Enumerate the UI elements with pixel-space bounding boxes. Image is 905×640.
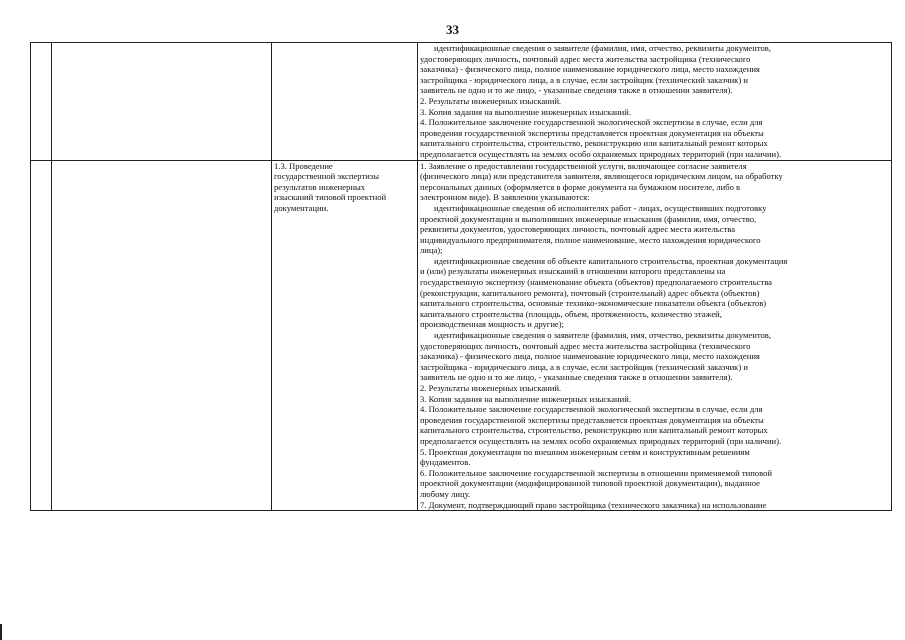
document-text-line: проектной документации (модифицированной типовой проектной документации), выданное (420, 478, 760, 489)
document-text-line: 4. Положительное заключение государственной экологической экспертизы в случае, если для (420, 404, 763, 415)
document-text-line: 1. Заявление о предоставлении государственной услуги, включающее согласие заявителя (420, 160, 747, 171)
document-text-line: проведения государственной экспертизы представляется проектная документация на объекты (420, 127, 764, 138)
empty-cell (52, 160, 272, 511)
service-title-line: государственной экспертизы (274, 171, 379, 182)
service-title-line: документации. (274, 202, 329, 213)
service-title-line: 1.3. Проведение (274, 160, 333, 171)
document-text-line: 5. Проектная документация по внешним инженерным сетям и конструктивным решениям (420, 446, 750, 457)
document-text-line: 3. Копия задания на выполнение инженерных изысканий. (420, 106, 631, 117)
document-text-line: реквизиты документов, удостоверяющих личность, почтовый адрес места жительства (420, 224, 736, 235)
document-text-line: заявитель не одно и то же лицо, - указанные сведения также в отношении заявителя). (420, 85, 733, 96)
document-text-line: удостоверяющих личность, почтовый адрес места жительства застройщика (технического (420, 340, 751, 351)
table-row (31, 160, 892, 511)
document-text-line: 6. Положительное заключение государственной экспертизы в отношении применяемой типовой (420, 467, 772, 478)
document-text-line: застройщика - юридического лица, а в случае, если застройщик (технический заказчик) и (420, 74, 748, 85)
document-text-line: заявитель не одно и то же лицо, - указанные сведения также в отношении заявителя). (420, 372, 733, 383)
document-text-line: проведения государственной экспертизы представляется проектная документация на объекты (420, 414, 764, 425)
requirements-table (30, 42, 892, 511)
document-text-line: идентификационные сведения об объекте капитального строительства, проектная документация (434, 255, 788, 266)
document-text-line: капитального строительства, строительство, реконструкцию или капитальный ремонт которых (420, 425, 768, 436)
scan-edge-mark (0, 624, 2, 640)
document-text-line: застройщика - юридического лица, а в случае, если застройщик (технический заказчик) и (420, 361, 748, 372)
document-text-line: 7. Документ, подтверждающий право застройщика (технического заказчика) на использование (420, 499, 767, 510)
document-text-line: капитального строительства, основные технико-экономические показатели объекта (объектов) (420, 298, 767, 309)
row-number-cell (31, 160, 52, 511)
document-text-line: электронном виде). В заявлении указываются: (420, 192, 590, 203)
documents-list-cell (418, 160, 892, 511)
document-text-line: (реконструкции, капитального ремонта), почтовый (строительный) адрес объекта (объектов) (420, 287, 760, 298)
service-title-cell (272, 160, 418, 511)
service-title-cell (272, 43, 418, 161)
service-title-line: изысканий типовой проектной (274, 192, 387, 203)
empty-cell (52, 43, 272, 161)
document-text-line: государственную экспертизу (наименование объекта (объектов) предполагаемого строительства (420, 277, 772, 288)
document-text-line: идентификационные сведения о заявителе (фамилия, имя, отчество, реквизиты документов, (434, 43, 771, 53)
document-text-line: 2. Результаты инженерных изысканий. (420, 383, 562, 393)
document-text-line: производственная мощность и другие); (420, 319, 564, 330)
document-text-line: проектной документации и выполнивших инженерные изыскания (фамилия, имя, отчество, (420, 213, 757, 224)
document-text-line: и (или) результаты инженерных изысканий в отношении которого представлены на (420, 266, 726, 277)
document-text-line: заказчика) - физического лица, полное наименование юридического лица, место нахождения (420, 351, 760, 362)
document-text-line: заказчика) - физического лица, полное наименование юридического лица, место нахождения (420, 64, 760, 75)
document-text-line: капитального строительства (площадь, объем, протяженность, количество этажей, (420, 308, 722, 319)
document-text-line: персональных данных (оформляется в форме документа на бумажном носителе, либо в (420, 181, 741, 192)
document-text-line: идентификационные сведения о заявителе (фамилия, имя, отчество, реквизиты документов, (434, 330, 771, 341)
document-text-line: лица); (420, 245, 443, 256)
document-text-line: любому лицу. (420, 488, 471, 499)
document-text-line: 2. Результаты инженерных изысканий. (420, 95, 562, 106)
document-text-line: предполагается осуществлять на землях особо охраняемых природных территорий (при наличии). (420, 148, 782, 159)
page-number: 33 (446, 22, 459, 37)
service-title-line: результатов инженерных (274, 181, 366, 192)
document-text-line: 3. Копия задания на выполнение инженерных изысканий. (420, 393, 631, 404)
document-text-line: индивидуального предпринимателя, полное наименование, место нахождения юридического (420, 234, 761, 245)
table-row (31, 43, 892, 161)
document-text-line: фундаментов. (420, 457, 471, 468)
document-text-line: 4. Положительное заключение государственной экологической экспертизы в случае, если для (420, 117, 763, 128)
document-text-line: предполагается осуществлять на землях особо охраняемых природных территорий (при наличии). (420, 435, 782, 446)
document-text-line: удостоверяющих личность, почтовый адрес места жительства застройщика (технического (420, 53, 751, 64)
document-text-line: (физического лица) или представителя заявителя, являющегося юридическим лицом, на обработку (420, 171, 783, 182)
document-text-line: идентификационные сведения об исполнителях работ - лицах, осуществивших подготовку (434, 202, 767, 213)
document-text-line: капитального строительства, строительство, реконструкцию или капитальный ремонт которых (420, 138, 768, 149)
row-number-cell (31, 43, 52, 161)
documents-list-cell (418, 43, 892, 161)
